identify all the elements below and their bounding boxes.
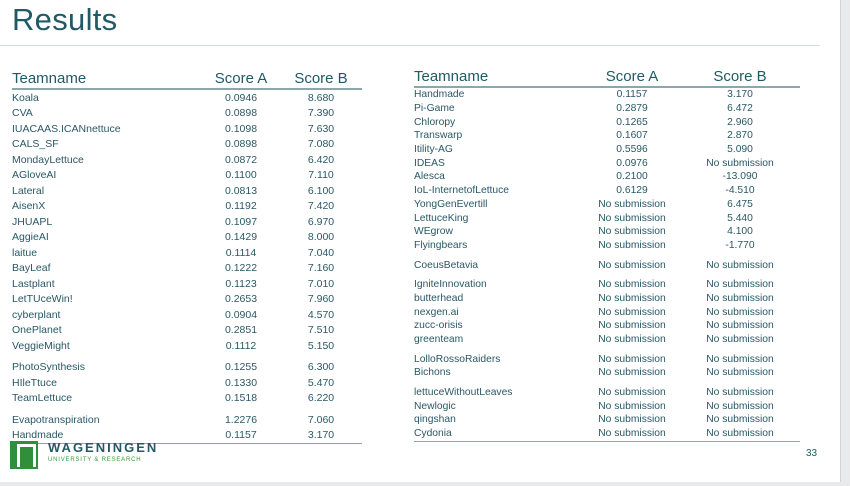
team-name-cell: Itility-AG [414,144,453,156]
table-row [12,245,362,261]
score-b-cell: 3.170 [280,428,362,444]
score-b-cell: No submission [706,259,774,271]
score-a-cell: 0.1114 [225,246,257,259]
score-b-cell: 7.960 [307,293,335,306]
score-a-cell: 0.1123 [225,277,257,290]
team-name-cell: TeamLettuce [12,392,73,405]
wur-logo-icon [10,441,38,469]
team-name-cell: AGloveAI [12,169,57,182]
team-name-cell: IDEAS [414,157,445,169]
score-a-cell: 0.1157 [616,89,648,101]
table-row [12,214,362,230]
logo-subtitle-text: UNIVERSITY & RESEARCH [48,457,142,463]
table-row [414,156,800,170]
score-b-cell: 7.390 [307,107,335,120]
score-a-cell: 0.1157 [202,428,280,444]
score-b-cell: 7.060 [307,413,335,426]
team-name-cell: Koala [12,91,39,104]
score-b-cell: No submission [706,292,774,304]
logo-brand-text: WAGENINGEN [48,440,159,455]
score-b-cell: 7.010 [307,277,335,290]
team-name-cell: PhotoSynthesis [12,361,85,374]
team-name-cell: YongGenEvertill [414,198,488,210]
table-row [414,413,800,427]
team-name-cell: AisenX [12,200,46,213]
score-a-cell: 0.2100 [616,171,648,183]
score-a-cell: No submission [598,212,666,224]
right-table-body [414,87,800,441]
team-name-cell: IgniteInnovation [414,279,487,291]
score-b-cell: -13.090 [722,171,758,183]
score-a-cell: 0.2879 [616,103,648,115]
table-row [12,199,362,215]
score-b-cell: 7.630 [307,122,335,135]
score-a-cell: 0.2653 [224,293,258,306]
score-a-cell: No submission [598,334,666,346]
score-b-cell: No submission [706,414,774,426]
table-row [414,366,800,380]
table-header-row [414,67,800,87]
score-a-cell: No submission [598,367,666,379]
team-name-cell: zucc-orisis [414,320,463,332]
table-row [414,170,800,184]
table-row [414,319,800,333]
table-row [12,292,362,308]
score-b-cell: 7.420 [307,200,335,213]
table-row [414,292,800,306]
table-row [12,106,362,122]
score-b-cell: No submission [706,279,774,291]
table-row [414,184,800,198]
team-name-cell: Evapotranspiration [12,413,100,426]
team-name-cell: LetTUceWin! [12,293,73,306]
score-a-cell: 0.1100 [225,169,257,182]
score-b-cell: 6.970 [307,215,335,228]
score-b-cell: No submission [706,306,774,318]
score-b-cell: 4.570 [307,308,335,321]
score-a-cell: 0.0872 [224,153,258,166]
score-b-cell: No submission [706,400,774,412]
team-name-cell: lettuceWithoutLeaves [414,387,513,399]
score-a-cell: 0.0976 [616,157,648,169]
team-name-cell: CALS_SF [12,138,59,151]
team-name-cell: IoL-InternetofLettuce [414,185,510,197]
score-b-cell: No submission [706,353,774,365]
table-row [414,198,800,212]
score-b-cell: 6.420 [307,153,335,166]
score-b-cell: 6.300 [307,361,335,374]
team-name-cell: Handmade [414,89,465,101]
team-name-cell: VeggieMight [12,339,70,352]
team-name-cell: CoeusBetavia [414,259,479,271]
table-row [414,252,800,272]
score-b-cell: 7.080 [307,138,335,151]
score-a-cell: No submission [598,400,666,412]
score-a-cell: No submission [584,427,680,441]
table-row [12,354,362,376]
left-table-body [12,89,362,444]
table-row [12,183,362,199]
table-row [12,391,362,407]
score-a-cell: No submission [598,279,666,291]
team-name-cell: IUACAAS.ICANnettuce [12,122,121,135]
table-row [414,211,800,225]
header-teamname: Teamname [12,69,202,89]
score-b-cell: 7.510 [307,324,335,337]
page-number: 33 [806,448,818,459]
table-row [12,168,362,184]
table-row [12,261,362,277]
team-name-cell: BayLeaf [12,262,51,275]
score-a-cell: 0.2851 [224,324,258,337]
score-a-cell: 0.1429 [224,231,258,244]
table-row [12,307,362,323]
team-name-cell: Bichons [414,367,451,379]
table-row [414,380,800,400]
score-a-cell: 0.1112 [225,339,257,352]
table-row [12,89,362,106]
team-name-cell: Lastplant [12,277,55,290]
table-row [12,137,362,153]
table-row [12,323,362,339]
score-b-cell: No submission [706,157,774,169]
score-a-cell: No submission [598,292,666,304]
score-b-cell: 5.090 [727,144,753,156]
score-b-cell: No submission [706,367,774,379]
score-a-cell: 0.1518 [224,392,258,405]
table-row [414,225,800,239]
team-name-cell: Pi-Game [414,103,455,115]
score-a-cell: 0.1097 [224,215,258,228]
table-row [414,129,800,143]
score-b-cell: 7.110 [308,169,334,182]
score-a-cell: No submission [598,387,666,399]
score-a-cell: No submission [598,226,666,238]
team-name-cell: Newlogic [414,400,456,412]
score-a-cell: 0.0898 [224,138,258,151]
score-a-cell: 0.1607 [616,130,648,142]
table-row [414,399,800,413]
score-b-cell: 6.100 [307,184,335,197]
team-name-cell: Lateral [12,184,45,197]
team-name-cell: JHUAPL [12,215,53,228]
score-b-cell: 5.150 [307,339,335,352]
team-name-cell: butterhead [414,292,464,304]
team-name-cell: Chloropy [414,116,456,128]
header-score-a: Score A [584,67,680,87]
score-b-cell: No submission [706,387,774,399]
score-b-cell: 4.100 [727,226,753,238]
score-a-cell: No submission [598,414,666,426]
score-b-cell: 6.475 [727,198,753,210]
score-b-cell: 2.870 [727,130,753,142]
score-a-cell: 0.1192 [225,200,257,213]
results-table-left [12,69,362,444]
table-row [414,305,800,319]
header-score-b: Score B [280,69,362,89]
team-name-cell: Transwarp [414,130,463,142]
table-row [414,427,800,441]
score-a-cell: 0.0813 [224,184,258,197]
table-row [12,152,362,168]
table-row [414,87,800,102]
score-b-cell: 5.440 [727,212,753,224]
team-name-cell: HIleTtuce [12,376,57,389]
table-row [12,338,362,354]
score-a-cell: No submission [598,239,666,251]
slide-title: Results [12,2,118,37]
team-name-cell: laitue [12,246,38,259]
table-row [414,102,800,116]
score-a-cell: 0.1330 [224,376,258,389]
wageningen-logo [10,437,170,473]
score-b-cell: 3.170 [727,89,753,101]
header-score-a: Score A [202,69,280,89]
team-name-cell: OnePlanet [12,324,62,337]
score-b-cell: 5.470 [307,376,335,389]
score-b-cell: 7.160 [307,262,335,275]
score-a-cell: 0.1255 [224,361,258,374]
score-a-cell: 1.2276 [224,413,258,426]
score-b-cell: -1.770 [725,239,755,251]
team-name-cell: LettuceKing [414,212,469,224]
team-name-cell: WEgrow [414,226,453,238]
team-name-cell: Handmade [12,428,202,444]
score-b-cell: -4.510 [725,185,755,197]
score-a-cell: No submission [598,320,666,332]
team-name-cell: CVA [12,107,33,120]
score-b-cell: No submission [706,320,774,332]
score-b-cell: 8.000 [307,231,335,244]
score-a-cell: 0.5596 [616,144,648,156]
team-name-cell: MondayLettuce [12,153,84,166]
team-name-cell: LolloRossoRaiders [414,353,501,365]
score-a-cell: 0.1098 [224,122,258,135]
score-a-cell: 0.0946 [224,91,258,104]
score-a-cell: 0.6129 [616,185,648,197]
table-row [414,346,800,366]
table-row [414,272,800,292]
score-a-cell: No submission [598,353,666,365]
score-b-cell: 6.220 [307,392,335,405]
results-table-right [414,67,800,442]
team-name-cell: qingshan [414,414,456,426]
score-a-cell: No submission [598,259,666,271]
table-row [414,333,800,347]
table-header-row [12,69,362,89]
table-row [12,230,362,246]
score-b-cell: No submission [680,427,800,441]
score-b-cell: 6.472 [727,103,753,115]
score-a-cell: 0.0898 [224,107,258,120]
table-row [12,406,362,428]
table-row [414,115,800,129]
score-a-cell: No submission [598,306,666,318]
table-row [12,375,362,391]
team-name-cell: AggieAI [12,231,49,244]
score-b-cell: 7.040 [307,246,335,259]
score-a-cell: 0.1222 [224,262,258,275]
table-row [414,143,800,157]
team-name-cell: greenteam [414,334,464,346]
team-name-cell: nexgen.ai [414,306,459,318]
score-a-cell: 0.0904 [224,308,258,321]
header-teamname: Teamname [414,67,584,87]
team-name-cell: cyberplant [12,308,61,321]
team-name-cell: Alesca [414,171,445,183]
table-row [414,239,800,253]
table-row [12,276,362,292]
header-score-b: Score B [680,67,800,87]
score-a-cell: 0.1265 [616,116,648,128]
table-row [12,121,362,137]
score-b-cell: 8.680 [307,91,335,104]
score-b-cell: 2.960 [727,116,753,128]
score-a-cell: No submission [598,198,666,210]
score-b-cell: No submission [706,334,774,346]
team-name-cell: Cydonia [414,427,584,441]
team-name-cell: Flyingbears [414,239,468,251]
title-divider [0,45,820,46]
